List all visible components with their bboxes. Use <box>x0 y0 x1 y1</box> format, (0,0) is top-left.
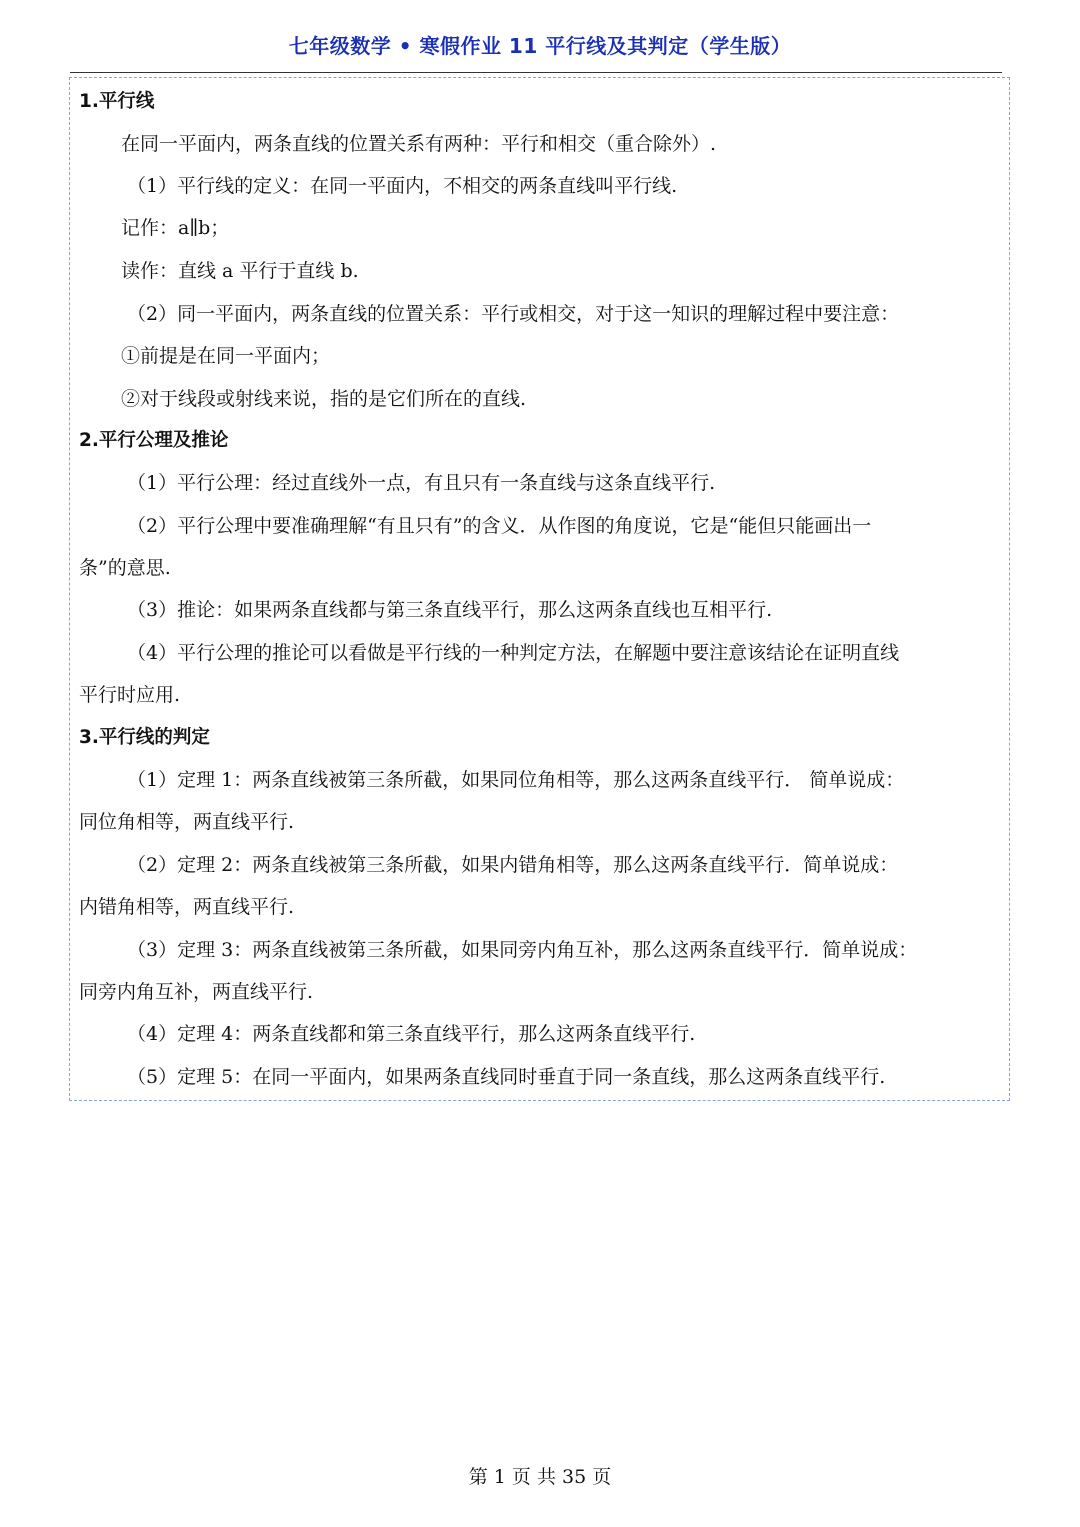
section-3-line-2: 同位角相等，两直线平行. <box>79 811 295 833</box>
header-divider <box>70 72 1002 73</box>
section-2-heading: 2.平行公理及推论 <box>79 430 229 451</box>
section-3-line-5: （3）定理 3：两条直线被第三条所截，如果同旁内角互补，那么这两条直线平行．简单说成： <box>127 939 918 961</box>
page-number-footer: 第 1 页 共 35 页 <box>468 1466 612 1488</box>
section-1-heading: 1.平行线 <box>79 91 155 112</box>
section-1-line-7: ②对于线段或射线来说，指的是它们所在的直线. <box>121 388 527 410</box>
section-2-line-2: （2）平行公理中要准确理解“有且只有”的含义．从作图的角度说，它是“能但只能画出一 <box>127 515 872 537</box>
section-1-line-5: （2）同一平面内，两条直线的位置关系：平行或相交，对于这一知识的理解过程中要注意： <box>127 303 900 325</box>
page-header-title: 七年级数学 • 寒假作业 11 平行线及其判定（学生版） <box>288 34 792 58</box>
section-2-line-6: 平行时应用. <box>79 684 181 706</box>
section-3-line-8: （5）定理 5：在同一平面内，如果两条直线同时垂直于同一条直线，那么这两条直线平行. <box>127 1066 886 1088</box>
section-3-line-4: 内错角相等，两直线平行. <box>79 896 295 918</box>
section-3-line-3: （2）定理 2：两条直线被第三条所截，如果内错角相等，那么这两条直线平行．简单说成： <box>127 854 899 876</box>
section-3-heading: 3.平行线的判定 <box>79 727 210 748</box>
section-2-line-5: （4）平行公理的推论可以看做是平行线的一种判定方法，在解题中要注意该结论在证明直线 <box>127 642 900 664</box>
section-2-line-3: 条”的意思. <box>79 557 171 579</box>
section-2-line-4: （3）推论：如果两条直线都与第三条直线平行，那么这两条直线也互相平行. <box>127 599 773 621</box>
section-1-line-1: 在同一平面内，两条直线的位置关系有两种：平行和相交（重合除外）. <box>121 133 717 155</box>
section-1-line-6: ①前提是在同一平面内； <box>121 345 331 367</box>
section-3-line-1: （1）定理 1：两条直线被第三条所截，如果同位角相等，那么这两条直线平行． 简单说成： <box>127 769 905 791</box>
section-1-line-3: 记作：a∥b； <box>121 217 230 239</box>
section-1-line-4: 读作：直线 a 平行于直线 b. <box>121 260 359 282</box>
section-3-line-6: 同旁内角互补，两直线平行. <box>79 981 314 1003</box>
section-1-line-2: （1）平行线的定义：在同一平面内，不相交的两条直线叫平行线. <box>127 175 678 197</box>
section-3-line-7: （4）定理 4：两条直线都和第三条直线平行，那么这两条直线平行. <box>127 1023 696 1045</box>
section-2-line-1: （1）平行公理：经过直线外一点，有且只有一条直线与这条直线平行. <box>127 472 716 494</box>
